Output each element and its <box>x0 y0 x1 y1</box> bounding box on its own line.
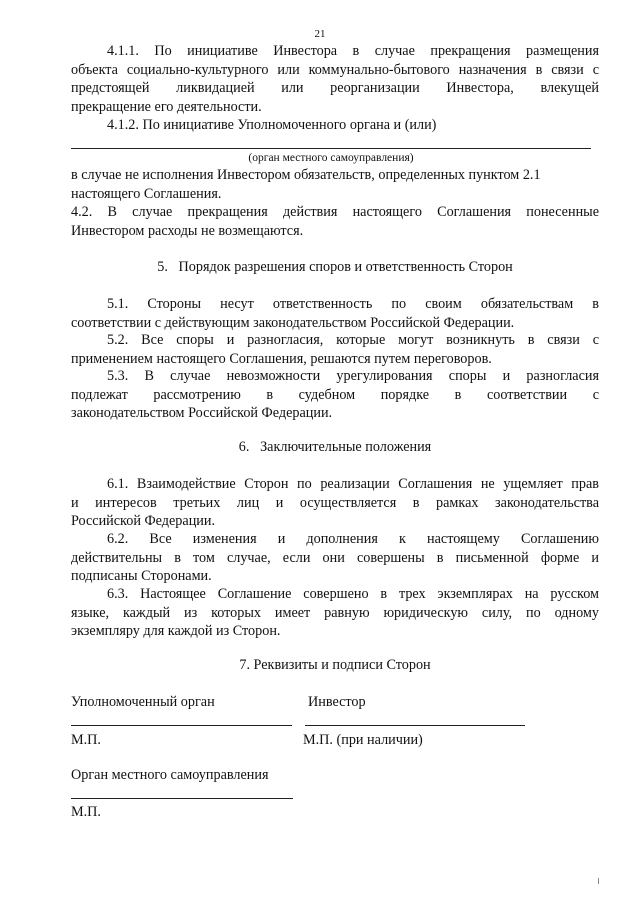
text-line: 6.2. Все изменения и дополнения к настоящему Соглашению <box>107 531 599 547</box>
text-line: предстоящей ликвидацией или реорганизации Инвестора, влекущей <box>71 80 599 96</box>
text-line: 6.3. Настоящее Соглашение совершено в трех экземплярах на русском <box>107 586 599 602</box>
text-line: соответствии с действующим законодательством Российской Федерации. <box>71 314 515 331</box>
scan-mark <box>598 878 599 884</box>
local-government-label: Орган местного самоуправления <box>71 767 269 783</box>
paragraph-4-2 <box>71 203 599 240</box>
paragraph-6-2 <box>71 530 599 586</box>
text-line: экземпляру для каждой из Сторон. <box>71 623 281 639</box>
paragraph-5-2 <box>71 331 599 368</box>
text-line: 6.1. Взаимодействие Сторон по реализации Соглашения не ущемляет прав <box>107 476 599 492</box>
section-6-heading: 6. Заключительные положения <box>238 439 432 455</box>
text-line: прекращение его деятельности. <box>71 98 262 115</box>
paragraph-6-1 <box>71 475 599 531</box>
text-line: законодательством Российской Федерации. <box>71 405 333 421</box>
investor-label: Инвестор <box>308 694 366 710</box>
text-line: подписаны Сторонами. <box>71 568 212 584</box>
paragraph-5-1 <box>71 295 599 332</box>
paragraph-4-1-1 <box>71 42 599 116</box>
text-line: 5.1. Стороны несут ответственность по своим обязательствам в <box>107 296 599 312</box>
stamp-place-right: М.П. (при наличии) <box>303 732 423 748</box>
text-line: действительны в том случае, если они совершены в письменной форме и <box>71 549 599 566</box>
text-line: и интересов третьих лиц и осуществляется в рамках законодательства <box>71 494 599 511</box>
text-line: 4.1.1. По инициативе Инвестора в случае прекращения размещения <box>107 43 599 59</box>
paragraph-4-1-2-continued <box>71 166 599 203</box>
section-5-heading: 5. Порядок разрешения споров и ответственность Сторон <box>157 259 513 275</box>
signature-line-investor <box>305 725 525 726</box>
caption-local-government: (орган местного самоуправления) <box>248 152 414 164</box>
stamp-place-bottom: М.П. <box>71 804 101 820</box>
paragraph-4-1-2: 4.1.2. По инициативе Уполномоченного органа и (или) <box>107 117 437 133</box>
signature-line-local-government <box>71 798 293 799</box>
text-line: в случае не исполнения Инвестором обязательств, определенных пунктом 2.1 <box>71 167 541 183</box>
paragraph-6-3 <box>71 585 599 641</box>
text-line: Инвестором расходы не возмещаются. <box>71 222 304 239</box>
text-line: 4.2. В случае прекращения действия настоящего Соглашения понесенные <box>71 204 599 220</box>
text-line: 5.2. Все споры и разногласия, которые могут возникнуть в связи с <box>107 332 599 348</box>
signature-line-authorized-body <box>71 725 292 726</box>
page-number: 21 <box>314 28 326 40</box>
authorized-body-label: Уполномоченный орган <box>71 694 215 710</box>
paragraph-5-3 <box>71 367 599 423</box>
text-line: языке, каждый из которых имеет равную юридическую силу, по одному <box>71 604 599 621</box>
text-line: Российской Федерации. <box>71 513 216 529</box>
text-line: подлежат рассмотрению в судебном порядке в соответствии с <box>71 386 599 403</box>
text-line: объекта социально-культурного или коммунально-бытового назначения в связи с <box>71 61 599 78</box>
text-line: 5.3. В случае невозможности урегулирования споры и разногласия <box>107 368 599 384</box>
text-line: применением настоящего Соглашения, решаются путем переговоров. <box>71 350 492 367</box>
text-line: настоящего Соглашения. <box>71 185 222 202</box>
section-7-heading: 7. Реквизиты и подписи Сторон <box>239 657 431 673</box>
stamp-place-left: М.П. <box>71 732 101 748</box>
